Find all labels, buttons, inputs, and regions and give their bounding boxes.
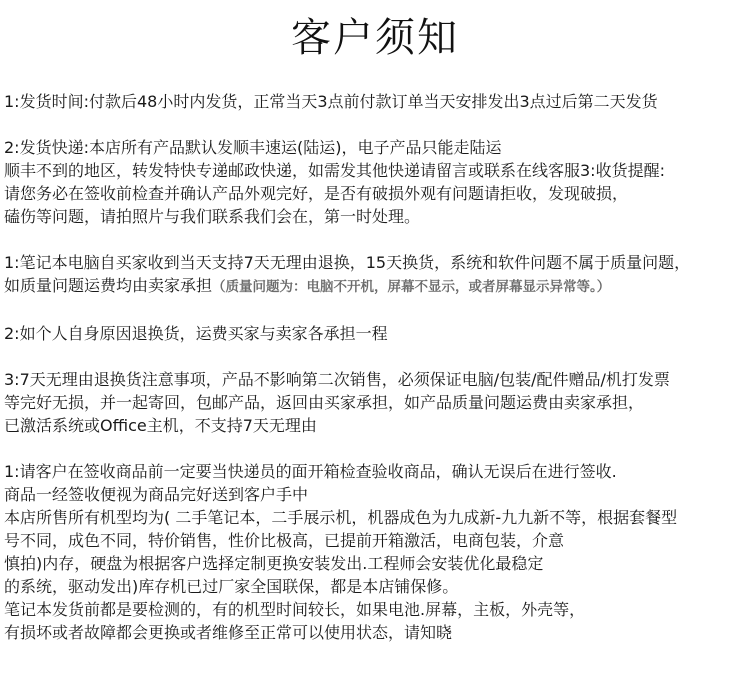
return-policy-line-1: 1:笔记本电脑自买家收到当天支持7天无理由退换，15天换货，系统和软件问题不属于质量问题，: [4, 253, 691, 272]
receipt-check-line-4: 号不同，成色不同，特价销售，性价比极高，已提前开箱激活，电商包装，介意: [4, 531, 565, 550]
receipt-check-line-3: 本店所售所有机型均为( 二手笔记本，二手展示机，机器成色为九成新-九九新不等，根据套餐型: [4, 508, 678, 527]
shipping-courier-line-2: 顺丰不到的地区，转发特快专递邮政快递，如需发其他快递请留言或联系在线客服3:收货提醒:: [4, 161, 665, 180]
return-policy-text: 如质量问题运费均由卖家承担: [4, 276, 213, 295]
shipping-courier-line-4: 磕伤等问题，请拍照片与我们联系我们会在，第一时处理。: [4, 207, 421, 226]
receipt-check-line-6: 的系统，驱动发出)库存机已过厂家全国联保，都是本店铺保修。: [4, 577, 459, 596]
spacer: [4, 437, 748, 460]
spacer: [4, 345, 748, 368]
notice-content: [4, 90, 748, 644]
receipt-check-line-8: 有损坏或者故障都会更换或者维修至正常可以使用状态，请知晓: [4, 623, 453, 642]
seven-day-return-line-2: 等完好无损，并一起寄回，包邮产品，返回由买家承担，如产品质量问题运费由卖家承担，: [4, 393, 645, 412]
spacer: [4, 228, 748, 251]
seven-day-return-line-1: 3:7天无理由退换货注意事项，产品不影响第二次销售，必须保证电脑/包装/配件赠品/机打发票: [4, 370, 670, 389]
receipt-check-line-5: 慎拍)内存，硬盘为根据客户选择定制更换安装发出.工程师会安装优化最稳定: [4, 554, 544, 573]
spacer: [4, 299, 748, 322]
shipping-courier-line-1: 2:发货快递:本店所有产品默认发顺丰速运(陆运)，电子产品只能走陆运: [4, 138, 502, 157]
spacer: [4, 113, 748, 136]
return-policy-line-2: [4, 274, 748, 299]
receipt-check-line-2: 商品一经签收便视为商品完好送到客户手中: [4, 485, 309, 504]
receipt-check-line-7: 笔记本发货前都是要检测的，有的机型时间较长，如果电池.屏幕，主板，外壳等，: [4, 600, 586, 619]
shipping-courier-line-3: 请您务必在签收前检查并确认产品外观完好，是否有破损外观有问题请拒收，发现破损，: [4, 184, 629, 203]
seven-day-return-line-3: 已激活系统或Office主机，不支持7天无理由: [4, 416, 317, 435]
personal-return-line: 2:如个人自身原因退换货，运费买家与卖家各承担一程: [4, 324, 388, 343]
receipt-check-line-1: 1:请客户在签收商品前一定要当快递员的面开箱检查验收商品，确认无误后在进行签收.: [4, 462, 617, 481]
page-title: 客户须知: [291, 15, 459, 61]
quality-issue-note: （质量问题为：电脑不开机，屏幕不显示，或者屏幕显示异常等。）: [212, 279, 611, 295]
shipping-time-line: 1:发货时间:付款后48小时内发货，正常当天3点前付款订单当天安排发出3点过后第二天发货: [4, 92, 658, 111]
